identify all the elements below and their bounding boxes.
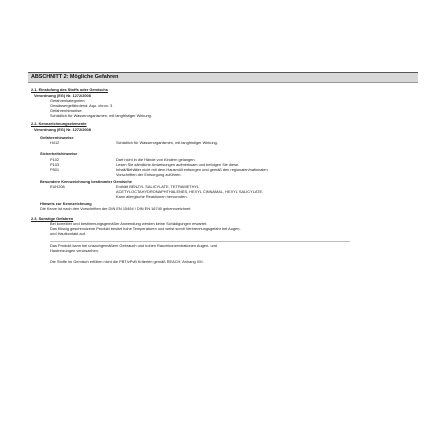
special-labelling-label: Besondere Kennzeichnung bestimmter Gemische [40, 179, 132, 184]
precaution-text: Inhalt/Behälter nicht mit dem Hausmüll entsorgen und gemäß den regionalen/nationalen [116, 167, 268, 172]
heading-2-2: 2.2. Kennzeichnungselemente [31, 121, 87, 126]
other-hazards-text: und Hautkontakt auf. [50, 231, 86, 236]
hazard-text: Schädlich für Wasserorganismen, mit langfristiger Wirkung. [116, 140, 218, 145]
hazard-code: H412 [50, 140, 60, 145]
other-hazards-text: Das flüssig geschmolzene Produkt besitzt hohe Temperaturen und weist somit Verbrennungsgefahr bei Augen- [50, 226, 241, 231]
heading-2-1: 2.1. Einstufung des Stoffs oder Gemischs [31, 87, 108, 92]
special-text: Kann allergische Reaktionen hervorrufen. [116, 194, 188, 199]
other-hazards-text: Bei korrekter und bestimmungsgemäßer Anwendung werden keine Schädigungen erwartet. [50, 221, 208, 226]
precaution-text: Darf nicht in die Hände von Kindern gelangen. [116, 157, 196, 162]
precaution-code: P501 [50, 167, 60, 172]
precaution-code: P103 [50, 162, 60, 167]
misuse-note: Das Produkt kann bei unsachgemäßem Gebrauch und hohen Rauchkonzentrationen Augen- und [50, 243, 217, 248]
classification-row: Gefahrenhinweise: [50, 108, 83, 113]
section-header-bar [28, 72, 418, 83]
special-text: Enthält BENZYL SALICYLATE, TETRAMETHYL [116, 184, 200, 189]
special-code: EUH208 [50, 184, 65, 189]
classification-row: Schädlich für Wasserorganismen, mit langfristiger Wirkung. [50, 113, 152, 118]
classification-row: Gefahrenkategorien: [50, 98, 86, 103]
precaution-text: Vorschriften der Entsorgung zuführen. [116, 172, 182, 177]
heading-2-3: 2.3. Sonstige Gefahren [31, 216, 74, 221]
labelling-note-text: Die Kerze ist nach den Vorschriften der DIN EN 15494 / DIN EN 16740 gekennzeichnet. [40, 206, 192, 211]
special-text: ACETYLOCTAHYDRONAPHTHALENES, HEXYL CINNAMAL, HEXYL SALICYLATE. [116, 189, 264, 194]
hazard-statements-label: Gefahrenhinweise [40, 135, 74, 140]
section-title: ABSCHNITT 2: Mögliche Gefahren [31, 74, 119, 80]
precaution-code: P102 [50, 157, 60, 162]
precaution-text: Lesen Sie sämtliche Anweisungen aufmerksam und befolgen Sie diese. [116, 162, 240, 167]
precautionary-label: Sicherheitshinweise [40, 151, 78, 156]
labelling-note-label: Hinweis zur Kennzeichnung [40, 201, 92, 206]
classification-row: Gewässergefährdend: Aqu. chron. 3 [50, 103, 113, 108]
misuse-note: Hautreizungen verursachen. [50, 248, 99, 253]
regulation-label-2-2: Verordnung (EG) Nr. 1272/2008 [34, 127, 91, 132]
pbt-note: Die Stoffe im Gemisch erfüllen nicht die PBT/vPvB Kriterien gemäß REACH, Anhang XIII. [50, 259, 204, 264]
regulation-label-2-1: Verordnung (EG) Nr. 1272/2008 [34, 93, 91, 98]
separator-line [50, 241, 350, 242]
